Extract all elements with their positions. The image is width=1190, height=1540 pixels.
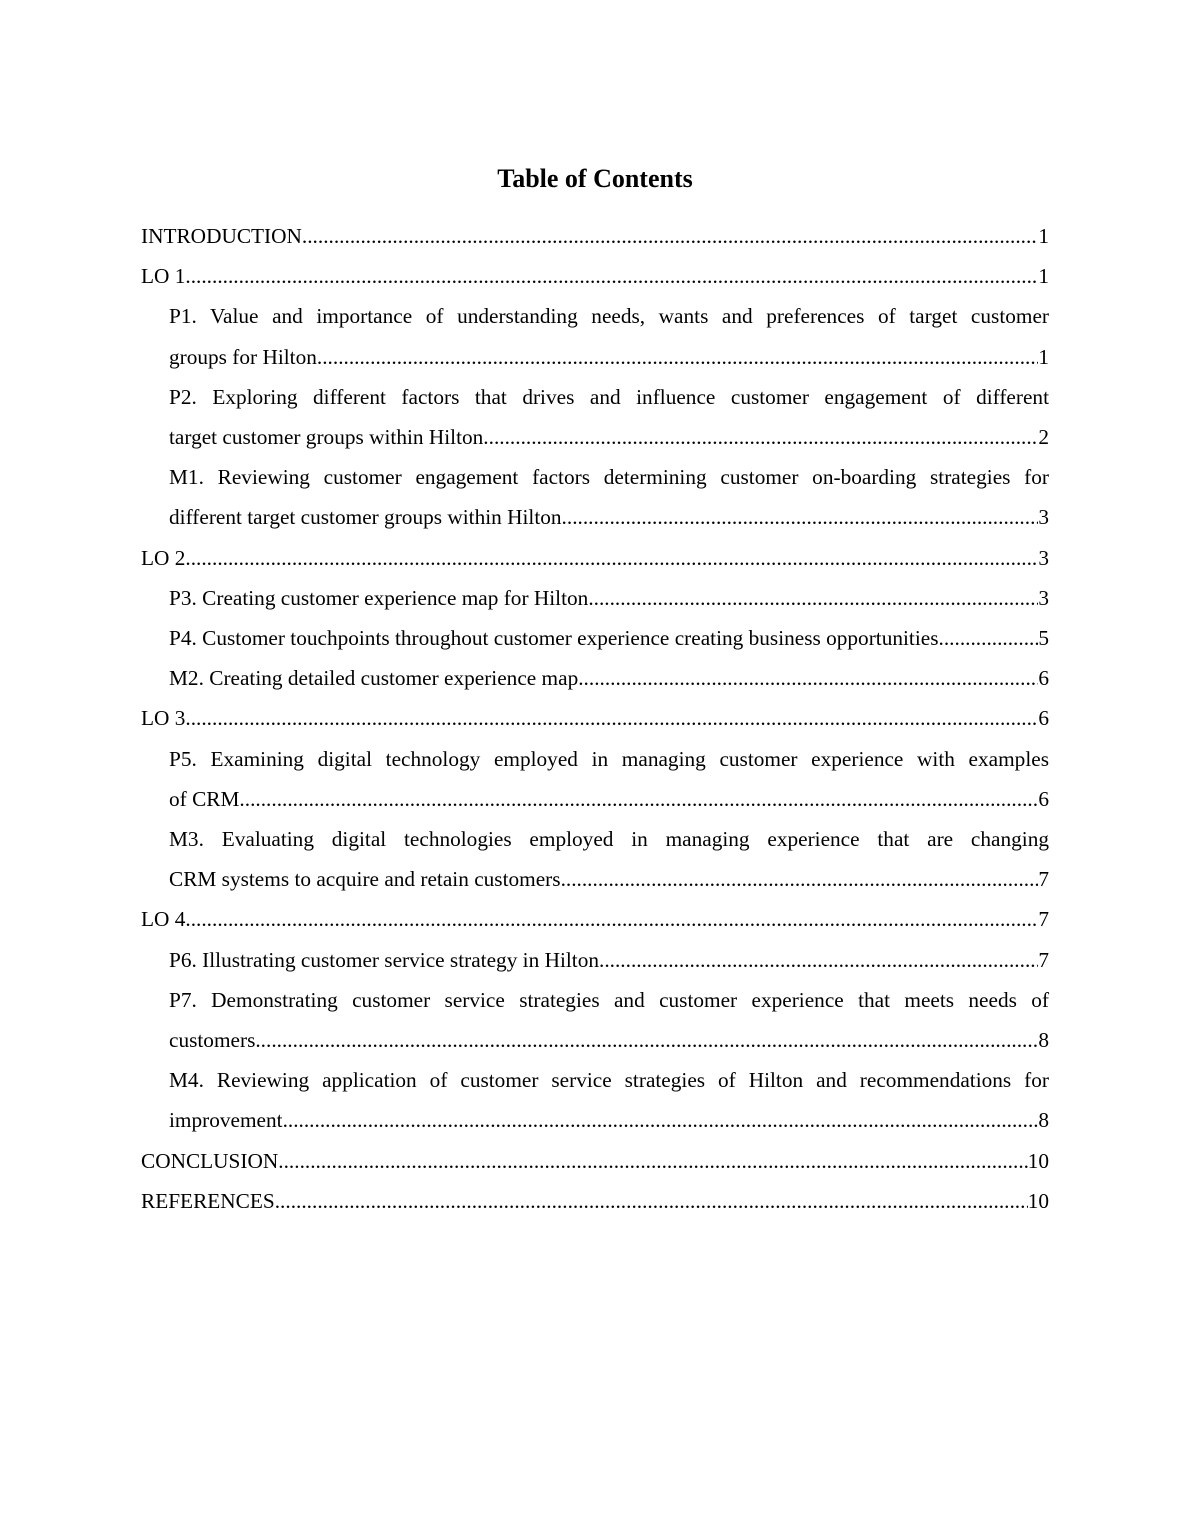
toc-page-number: 5 — [1038, 626, 1049, 651]
toc-page-number: 3 — [1038, 505, 1049, 530]
toc-entry-line — [169, 578, 1049, 618]
toc-entry[interactable] — [169, 739, 1049, 819]
toc-page-number: 1 — [1038, 344, 1049, 369]
toc-page-number: 7 — [1038, 907, 1049, 932]
toc-entry[interactable] — [169, 1060, 1049, 1140]
toc-page-number: 7 — [1038, 867, 1049, 892]
toc-entry-line — [141, 899, 1049, 939]
dot-leader — [599, 940, 1038, 980]
toc-entry-label: groups for Hilton — [169, 344, 317, 369]
toc-page-number: 8 — [1038, 1028, 1049, 1053]
toc-entry[interactable] — [141, 216, 1049, 256]
toc-page-number: 7 — [1038, 947, 1049, 972]
toc-entry-label: P4. Customer touchpoints throughout customer experience creating business opportunities. — [169, 626, 944, 651]
toc-page-number: 6 — [1038, 666, 1049, 691]
toc-page-number: 3 — [1038, 585, 1049, 610]
toc-entry[interactable] — [169, 658, 1049, 698]
toc-entry-label: different target customer groups within Hilton — [169, 505, 562, 530]
toc-entry-label: LO 2 — [141, 545, 186, 570]
dot-leader — [578, 658, 1038, 698]
toc-entry-line — [141, 256, 1049, 296]
toc-entry-label: LO 4 — [141, 907, 186, 932]
toc-entry-label: customers — [169, 1028, 256, 1053]
toc-entry-label: REFERENCES — [141, 1188, 275, 1213]
toc-entry[interactable] — [169, 296, 1049, 376]
toc-entry-label: improvement — [169, 1108, 283, 1133]
toc-entry-line — [169, 497, 1049, 537]
toc-entry[interactable] — [169, 377, 1049, 457]
toc-entry[interactable] — [169, 980, 1049, 1060]
dot-leader — [944, 618, 1039, 658]
toc-entry-label: LO 3 — [141, 706, 186, 731]
toc-entry-line — [169, 859, 1049, 899]
dot-leader — [483, 417, 1038, 457]
toc-page-number: 10 — [1027, 1148, 1049, 1173]
toc-entry-text: M1. Reviewing customer engagement factors determining customer on-boarding strategies for — [169, 465, 1049, 490]
dot-leader — [283, 1100, 1039, 1140]
toc-entry-label: INTRODUCTION — [141, 224, 302, 248]
toc-page-number: 8 — [1038, 1108, 1049, 1133]
dot-leader — [255, 1020, 1038, 1060]
dot-leader — [561, 859, 1039, 899]
toc-entry-line — [141, 1181, 1049, 1221]
toc-entry[interactable] — [141, 1181, 1049, 1221]
toc-entry-line — [169, 1100, 1049, 1140]
toc-entry-line — [169, 618, 1049, 658]
toc-page-number: 1 — [1038, 224, 1049, 248]
toc-entry-line — [169, 779, 1049, 819]
toc-entry-label: target customer groups within Hilton — [169, 425, 484, 450]
toc-entry-text: M4. Reviewing application of customer service strategies of Hilton and recommendations for — [169, 1068, 1049, 1093]
toc-entry-line — [141, 698, 1049, 738]
toc-page-number: 6 — [1038, 786, 1049, 811]
toc-entry[interactable] — [169, 819, 1049, 899]
toc-entry-line — [169, 337, 1049, 377]
dot-leader — [562, 497, 1039, 537]
toc-entry[interactable] — [169, 940, 1049, 980]
toc-entry-line — [169, 417, 1049, 457]
toc-entry-label: of CRM — [169, 786, 240, 811]
toc-entry[interactable] — [169, 618, 1049, 658]
dot-leader — [302, 216, 1038, 256]
toc-entry[interactable] — [141, 538, 1049, 578]
dot-leader — [278, 1141, 1027, 1181]
toc-entry-label: CONCLUSION — [141, 1148, 279, 1173]
toc-page-number: 1 — [1038, 264, 1049, 289]
toc-entry-label: M2. Creating detailed customer experience map — [169, 666, 579, 691]
dot-leader — [275, 1181, 1028, 1221]
toc-entry-line — [169, 1020, 1049, 1060]
toc-entry-label: P3. Creating customer experience map for Hilton — [169, 585, 589, 610]
dot-leader — [317, 337, 1038, 377]
toc-entry-text: P1. Value and importance of understanding needs, wants and preferences of target customer — [169, 304, 1049, 329]
toc-entry[interactable] — [141, 899, 1049, 939]
toc-entry[interactable] — [169, 457, 1049, 537]
toc-entry-text: P7. Demonstrating customer service strategies and customer experience that meets needs of — [169, 987, 1049, 1012]
toc-entry[interactable] — [141, 698, 1049, 738]
dot-leader — [588, 578, 1038, 618]
toc-entry-line — [141, 216, 1049, 256]
toc-list — [141, 216, 1049, 1221]
dot-leader — [185, 698, 1038, 738]
toc-page-number: 10 — [1027, 1188, 1049, 1213]
toc-page-number: 3 — [1038, 545, 1049, 570]
toc-entry-line — [141, 1141, 1049, 1181]
toc-entry-line — [169, 940, 1049, 980]
dot-leader — [185, 538, 1038, 578]
toc-entry-label: LO 1 — [141, 264, 186, 289]
toc-title: Table of Contents — [497, 164, 693, 193]
toc-page-number: 2 — [1038, 425, 1049, 450]
toc-page-number: 6 — [1038, 706, 1049, 731]
toc-entry-line — [141, 538, 1049, 578]
toc-entry[interactable] — [141, 256, 1049, 296]
toc-entry[interactable] — [169, 578, 1049, 618]
toc-entry-text: P2. Exploring different factors that drives and influence customer engagement of different — [169, 384, 1049, 409]
toc-entry[interactable] — [141, 1141, 1049, 1181]
toc-entry-text: P5. Examining digital technology employed in managing customer experience with examples — [169, 746, 1049, 771]
toc-entry-line — [169, 658, 1049, 698]
dot-leader — [185, 899, 1038, 939]
dot-leader — [239, 779, 1038, 819]
toc-entry-label: P6. Illustrating customer service strategy in Hilton — [169, 947, 599, 972]
toc-entry-label: CRM systems to acquire and retain customers — [169, 867, 561, 892]
dot-leader — [185, 256, 1038, 296]
toc-entry-text: M3. Evaluating digital technologies employed in managing experience that are changing — [169, 827, 1049, 852]
